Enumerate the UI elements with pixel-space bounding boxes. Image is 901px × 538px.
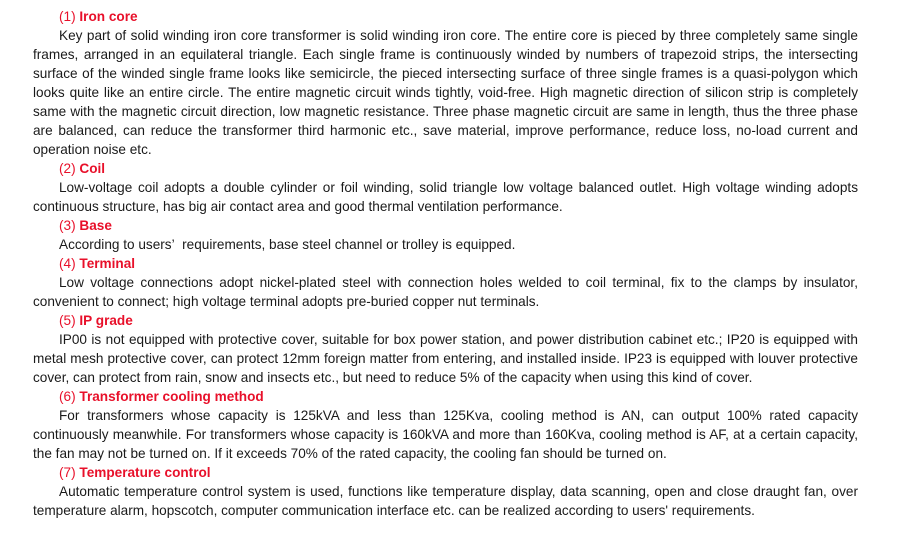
section-title: IP grade — [79, 313, 133, 328]
section-paragraph: Low voltage connections adopt nickel-plated steel with connection holes welded to coil terminal, fix to the clamps by insulator, convenient to connect; high voltage terminal adopts pre-buried copper nut terminals. — [33, 275, 858, 309]
section-cooling-method — [33, 387, 858, 463]
section-heading — [59, 216, 858, 235]
section-coil — [33, 159, 858, 216]
section-heading — [59, 387, 858, 406]
section-number: (6) — [59, 389, 76, 404]
section-paragraph: For transformers whose capacity is 125kVA and less than 125Kva, cooling method is AN, can output 100% rated capacity continuously meanwhile. For transformers whose capacity is 160kVA and more than 160Kva, cooling method is AF, at a certain capacity, the fan may not be turned on. If it exceeds 70% of the rated capacity, the cooling fan should be turned on. — [33, 408, 858, 461]
section-heading — [59, 311, 858, 330]
section-number: (5) — [59, 313, 76, 328]
section-base — [33, 216, 858, 254]
section-heading — [59, 159, 858, 178]
section-number: (3) — [59, 218, 76, 233]
section-paragraph: According to users’ requirements, base steel channel or trolley is equipped. — [59, 237, 516, 252]
section-temperature-control — [33, 463, 858, 520]
section-number: (4) — [59, 256, 76, 271]
section-terminal — [33, 254, 858, 311]
section-title: Transformer cooling method — [79, 389, 264, 404]
section-number: (7) — [59, 465, 76, 480]
section-paragraph: Key part of solid winding iron core transformer is solid winding iron core. The entire core is pieced by three completely same single frames, arranged in an equilateral triangle. Each single frame is continuously winded by numbers of trapezoid strips, the intersecting surface of the winded single frame looks like semicircle, the pieced intersecting surface of three single frames is a quasi-polygon which looks quite like an entire circle. The entire magnetic circuit winds tightly, void-free. High magnetic direction of silicon strip is completely same with the magnetic circuit direction, low magnetic resistance. Three phase magnetic circuit are same in length, thus the three phase are balanced, can reduce the transformer third harmonic etc., save material, improve performance, reduce loss, no-load current and operation noise etc. — [33, 28, 858, 157]
section-paragraph: IP00 is not equipped with protective cover, suitable for box power station, and power distribution cabinet etc.; IP20 is equipped with metal mesh protective cover, can protect 12mm foreign matter from entering, and installed inside. IP23 is equipped with louver protective cover, can protect from rain, snow and insects etc., but need to reduce 5% of the capacity when using this kind of cover. — [33, 332, 858, 385]
section-paragraph: Automatic temperature control system is used, functions like temperature display, data scanning, open and close draught fan, over temperature alarm, hopscotch, computer communication interface etc. can be realized according to users' requirements. — [33, 484, 858, 518]
section-title: Coil — [79, 161, 106, 176]
section-title: Iron core — [79, 9, 138, 24]
section-heading — [59, 463, 858, 482]
section-heading — [59, 254, 858, 273]
section-paragraph: Low-voltage coil adopts a double cylinder or foil winding, solid triangle low voltage balanced outlet. High voltage winding adopts continuous structure, has big air contact area and good thermal ventilation performance. — [33, 180, 858, 214]
section-title: Temperature control — [79, 465, 211, 480]
section-title: Base — [79, 218, 112, 233]
section-heading — [59, 7, 858, 26]
section-number: (1) — [59, 9, 76, 24]
section-ip-grade — [33, 311, 858, 387]
section-iron-core — [33, 7, 858, 159]
section-number: (2) — [59, 161, 76, 176]
section-title: Terminal — [79, 256, 136, 271]
